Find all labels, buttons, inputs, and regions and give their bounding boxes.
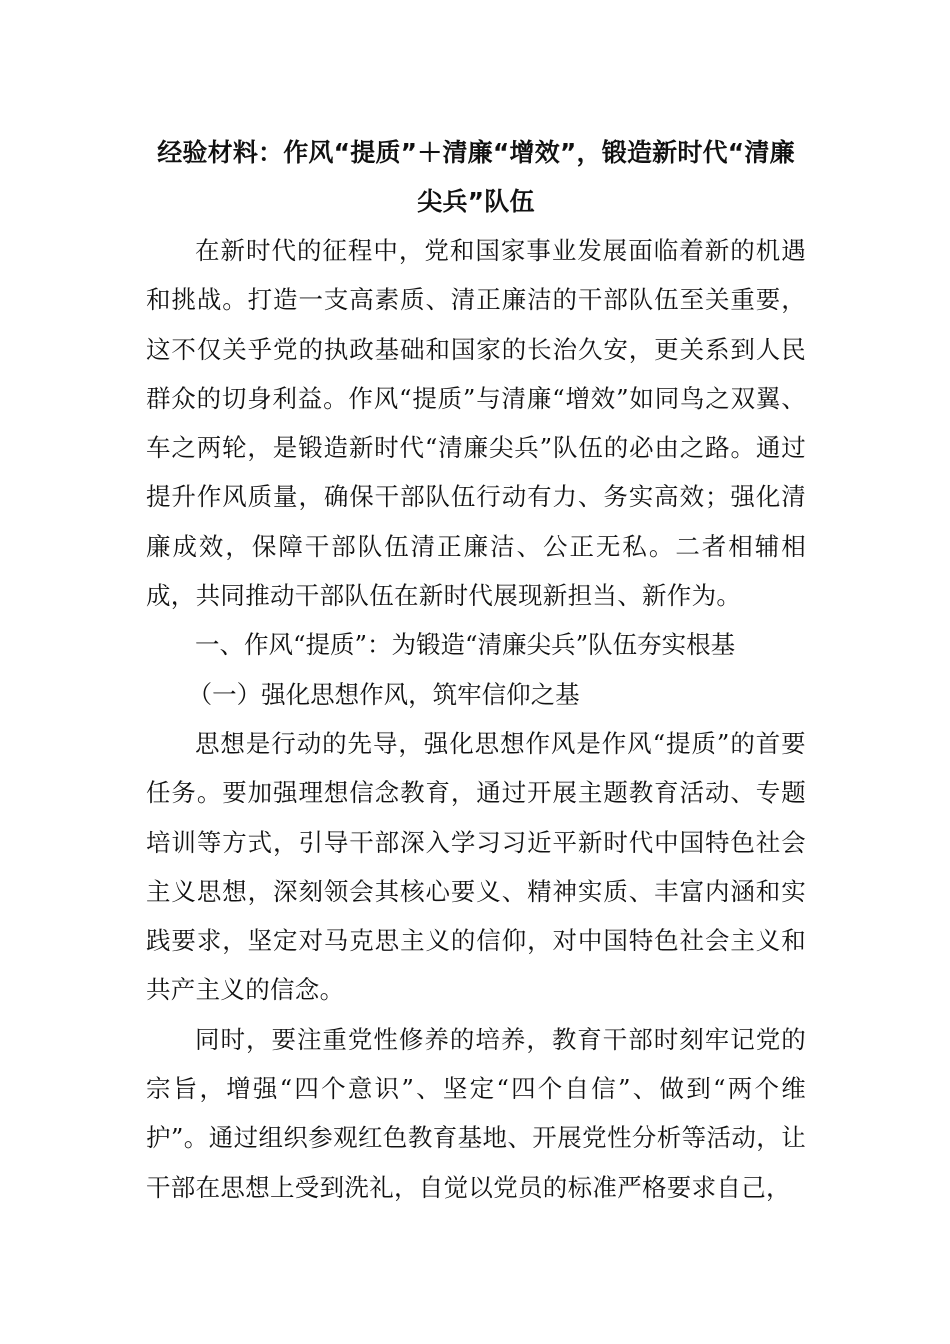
body-paragraph-2: 同时，要注重党性修养的培养，教育干部时刻牢记党的宗旨，增强“四个意识”、坚定“四个自信”、做到“两个维护”。通过组织参观红色教育基地、开展党性分析等活动，让干部在思想上受到洗礼，自觉以党员的标准严格要求自己，: [146, 1024, 806, 1202]
subsection-heading-1: （一）强化思想作风，筑牢信仰之基: [187, 679, 580, 709]
intro-paragraph: 在新时代的征程中，党和国家事业发展面临着新的机遇和挑战。打造一支高素质、清正廉洁的干部队伍至关重要，这不仅关乎党的执政基础和国家的长治久安，更关系到人民群众的切身利益。作风“提质”与清廉“增效”如同鸟之双翼、车之两轮，是锻造新时代“清廉尖兵”队伍的必由之路。通过提升作风质量，确保干部队伍行动有力、务实高效；强化清廉成效，保障干部队伍清正廉洁、公正无私。二者相辅相成，共同推动干部队伍在新时代展现新担当、新作为。: [146, 236, 806, 611]
section-heading-1: 一、作风“提质”：为锻造“清廉尖兵”队伍夯实根基: [195, 630, 736, 660]
document-body: [146, 128, 806, 1212]
document-title: 经验材料：作风“提质”＋清廉“增效”，锻造新时代“清廉尖兵”队伍: [157, 138, 795, 216]
body-paragraph-1: 思想是行动的先导，强化思想作风是作风“提质”的首要任务。要加强理想信念教育，通过开展主题教育活动、专题培训等方式，引导干部深入学习习近平新时代中国特色社会主义思想，深刻领会其核心要义、精神实质、丰富内涵和实践要求，坚定对马克思主义的信仰，对中国特色社会主义和共产主义的信念。: [146, 728, 806, 1005]
